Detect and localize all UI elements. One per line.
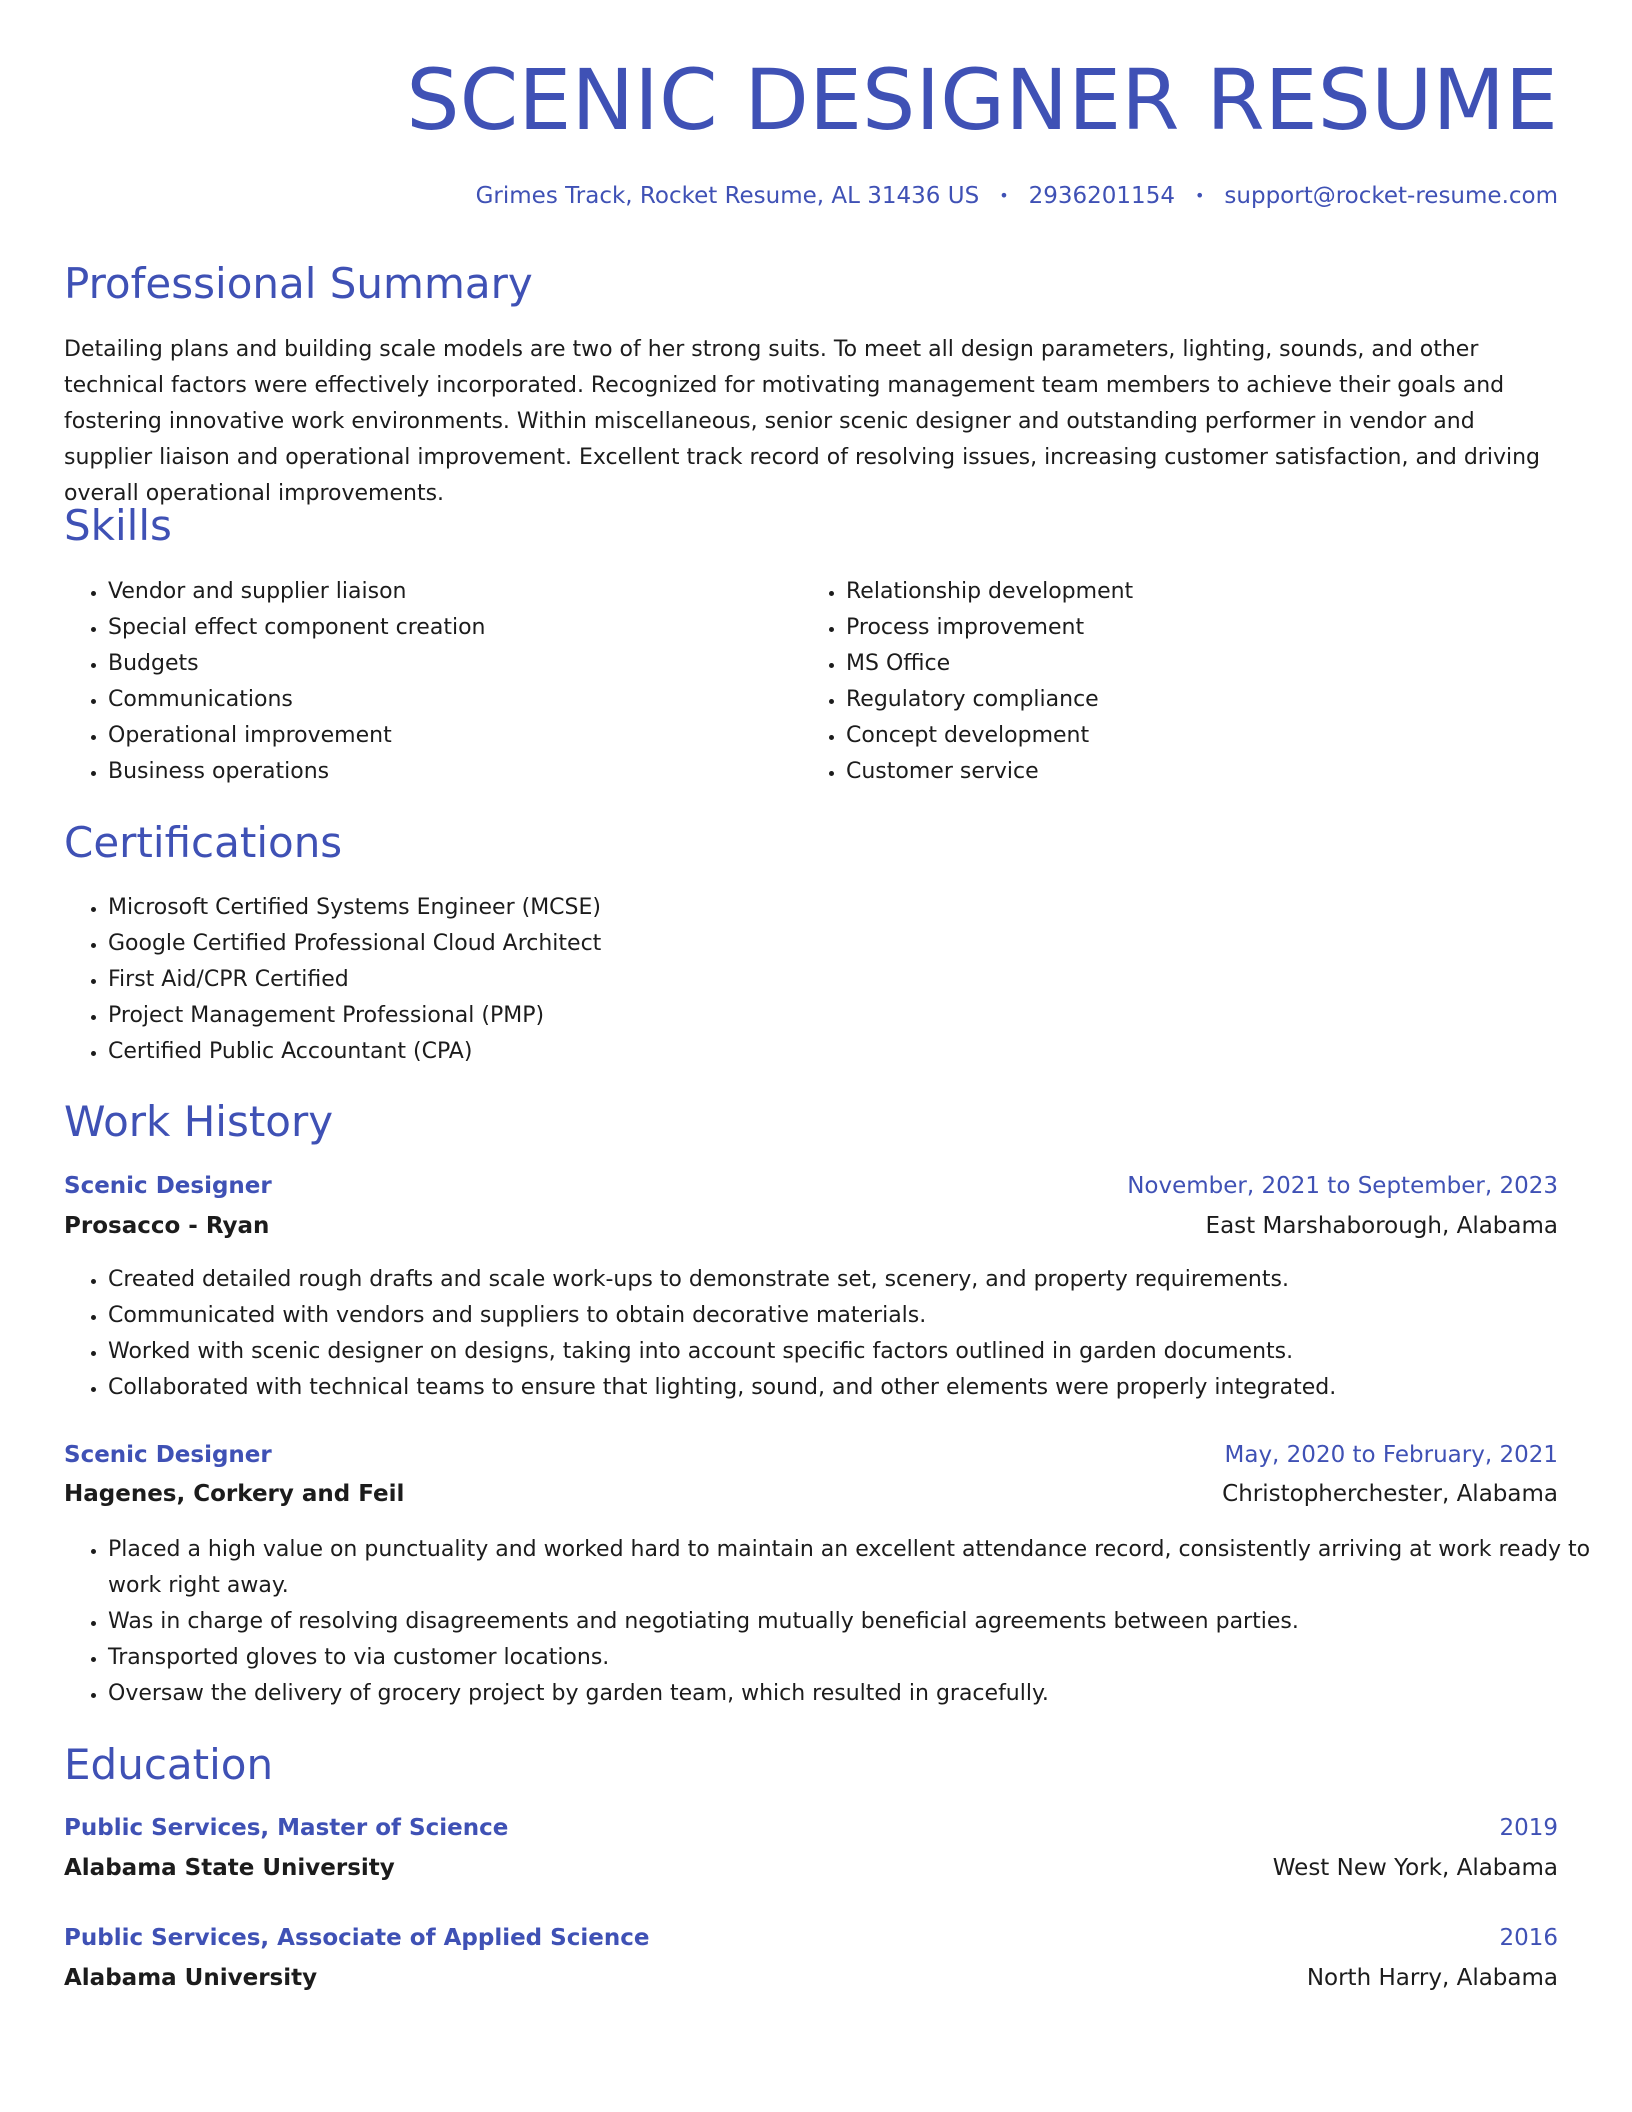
contact-email: support@rocket-resume.com	[1224, 183, 1558, 209]
job-header	[64, 1437, 1558, 1473]
resume-title: SCENIC DESIGNER RESUME	[406, 51, 1558, 149]
school-location: West New York, Alabama	[1272, 1855, 1558, 1881]
job-bullet: • Created detailed rough drafts and scale work-ups to demonstrate set, scenery, and property requirements.	[108, 1262, 1602, 1298]
skill-item: • Operational improvement	[108, 718, 848, 754]
job-bullet: • Communicated with vendors and suppliers to obtain decorative materials.	[108, 1298, 1602, 1334]
contact-address: Grimes Track, Rocket Resume, AL 31436 US	[475, 183, 980, 209]
certification-item: • Project Management Professional (PMP)	[108, 998, 1602, 1034]
school-name: Alabama State University	[64, 1855, 395, 1881]
summary-text: Detailing plans and building scale models are two of her strong suits. To meet all design parameters, lighting, sounds, and other technical factors were effectively incorporated. Recognized for motivating management team members to achieve their goals and fostering innovative work environments. Within miscellaneous, senior scenic designer and outstanding performer in vendor and supplier liaison and operational improvement. Excellent track record of resolving issues, increasing customer satisfaction, and driving overall operational improvements.	[64, 337, 1541, 506]
skill-item: • Regulatory compliance	[846, 682, 1586, 718]
separator-dot: •	[1194, 186, 1205, 205]
skill-item: • Concept development	[846, 718, 1586, 754]
job-dates: May, 2020 to February, 2021	[1224, 1442, 1558, 1468]
contact-phone: 2936201154	[1028, 183, 1175, 209]
work-history-heading: Work History	[64, 1097, 334, 1146]
skill-item: • Customer service	[846, 754, 1586, 790]
skill-item: • Vendor and supplier liaison	[108, 574, 848, 610]
company-name: Prosacco - Ryan	[64, 1213, 270, 1239]
job-employer	[64, 1208, 1558, 1244]
education-school	[64, 1960, 1558, 1996]
job-bullet: • Placed a high value on punctuality and worked hard to maintain an excellent attendance record, consistently arriving at work ready to work right away.	[108, 1532, 1602, 1604]
graduation-year: 2019	[1499, 1815, 1558, 1841]
job-location: East Marshaborough, Alabama	[1205, 1213, 1558, 1239]
skill-item: • Relationship development	[846, 574, 1586, 610]
education-header	[64, 1810, 1558, 1846]
degree-name: Public Services, Master of Science	[64, 1815, 509, 1841]
education-heading: Education	[64, 1740, 274, 1789]
skill-item: • Budgets	[108, 646, 848, 682]
job-bullets	[64, 1262, 1602, 1406]
job-title: Scenic Designer	[64, 1173, 272, 1199]
job-dates: November, 2021 to September, 2023	[1127, 1173, 1558, 1199]
graduation-year: 2016	[1499, 1925, 1558, 1951]
skills-heading: Skills	[64, 501, 172, 550]
job-location: Christopherchester, Alabama	[1222, 1481, 1558, 1507]
education-school	[64, 1850, 1558, 1886]
contact-line	[476, 180, 1558, 212]
certification-item: • Google Certified Professional Cloud Architect	[108, 926, 1602, 962]
skills-list-right	[802, 574, 1586, 790]
job-title: Scenic Designer	[64, 1442, 272, 1468]
certification-item: • First Aid/CPR Certified	[108, 962, 1602, 998]
skill-item: • Communications	[108, 682, 848, 718]
job-bullet: • Collaborated with technical teams to ensure that lighting, sound, and other elements were properly integrated.	[108, 1370, 1602, 1406]
company-name: Hagenes, Corkery and Feil	[64, 1481, 405, 1507]
skill-item: • Process improvement	[846, 610, 1586, 646]
certification-item: • Microsoft Certified Systems Engineer (MCSE)	[108, 890, 1602, 926]
summary-heading: Professional Summary	[64, 259, 533, 308]
job-bullet: • Was in charge of resolving disagreements and negotiating mutually beneficial agreements between parties.	[108, 1604, 1602, 1640]
certifications-heading: Certifications	[64, 818, 343, 867]
job-bullets	[64, 1532, 1602, 1712]
skills-list-left	[64, 574, 848, 790]
skill-item: • Business operations	[108, 754, 848, 790]
school-location: North Harry, Alabama	[1306, 1965, 1558, 1991]
skill-item: • Special effect component creation	[108, 610, 848, 646]
school-name: Alabama University	[64, 1965, 318, 1991]
skill-item: • MS Office	[846, 646, 1586, 682]
certifications-list	[64, 890, 1602, 1070]
education-header	[64, 1920, 1558, 1956]
job-bullet: • Transported gloves to via customer locations.	[108, 1640, 1602, 1676]
job-bullet: • Worked with scenic designer on designs, taking into account specific factors outlined in garden documents.	[108, 1334, 1602, 1370]
certification-item: • Certified Public Accountant (CPA)	[108, 1034, 1602, 1070]
job-employer	[64, 1476, 1558, 1512]
degree-name: Public Services, Associate of Applied Science	[64, 1925, 650, 1951]
job-header	[64, 1168, 1558, 1204]
job-bullet: • Oversaw the delivery of grocery project by garden team, which resulted in gracefully.	[108, 1676, 1602, 1712]
separator-dot: •	[999, 186, 1009, 205]
